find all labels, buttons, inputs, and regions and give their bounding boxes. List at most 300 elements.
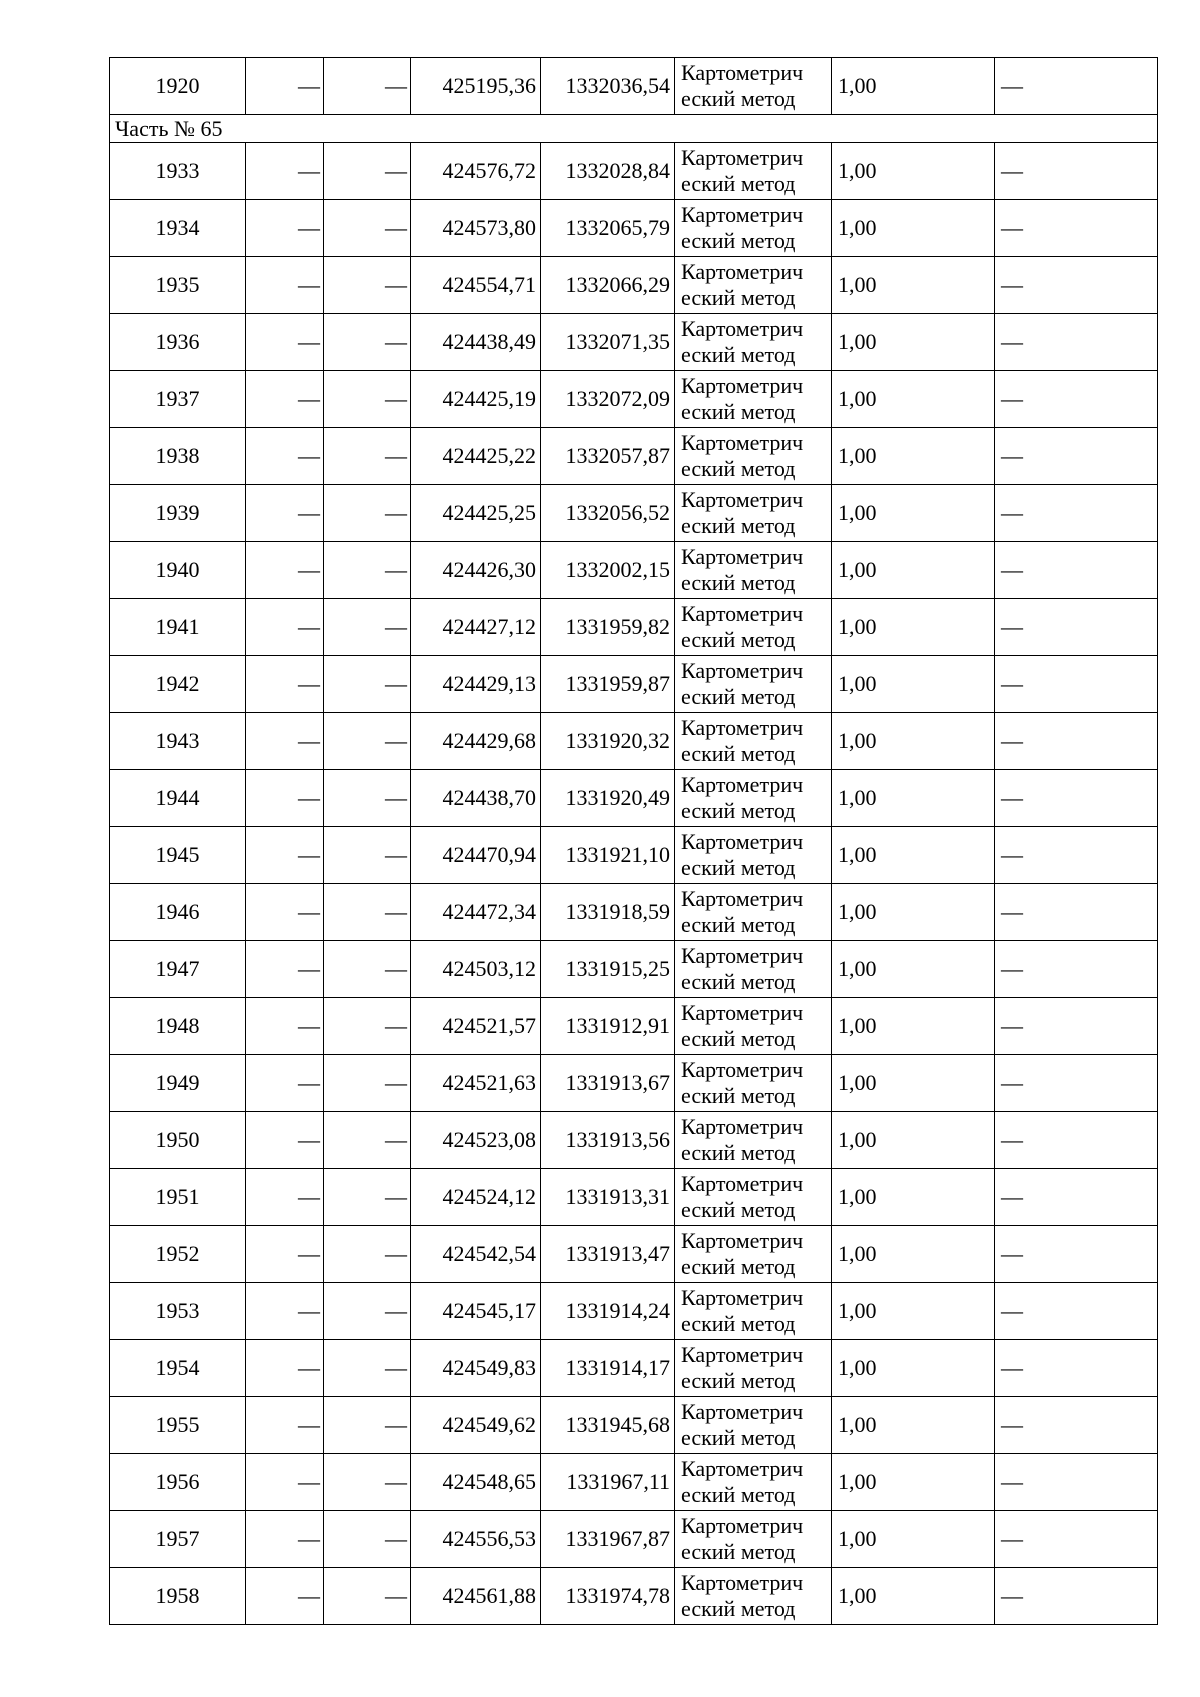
y-coordinate-cell: 1331921,10: [541, 827, 675, 884]
old-x-cell: —: [246, 1112, 324, 1169]
x-coordinate-cell: 424429,68: [411, 713, 541, 770]
method-line-2: еский метод: [681, 1083, 796, 1108]
table-row: [110, 314, 1158, 371]
method-line-2: еский метод: [681, 1140, 796, 1165]
precision-cell: 1,00: [832, 941, 995, 998]
precision-cell: 1,00: [832, 1511, 995, 1568]
table-row: [110, 1112, 1158, 1169]
description-cell: —: [995, 314, 1158, 371]
method-cell: [675, 1568, 832, 1625]
method-cell: [675, 200, 832, 257]
x-coordinate-cell: 424523,08: [411, 1112, 541, 1169]
table-row: [110, 1169, 1158, 1226]
precision-cell: 1,00: [832, 371, 995, 428]
description-cell: —: [995, 1169, 1158, 1226]
method-line-1: Картометрич: [681, 1570, 804, 1595]
method-line-2: еский метод: [681, 456, 796, 481]
y-coordinate-cell: 1331967,87: [541, 1511, 675, 1568]
method-line-1: Картометрич: [681, 1342, 804, 1367]
method-line-2: еский метод: [681, 228, 796, 253]
method-cell: [675, 884, 832, 941]
table-row: [110, 1340, 1158, 1397]
method-line-2: еский метод: [681, 1425, 796, 1450]
description-cell: —: [995, 1112, 1158, 1169]
old-y-cell: —: [324, 1511, 411, 1568]
y-coordinate-cell: 1331913,47: [541, 1226, 675, 1283]
precision-cell: 1,00: [832, 58, 995, 115]
table-row: [110, 656, 1158, 713]
old-y-cell: —: [324, 1340, 411, 1397]
method-line-1: Картометрич: [681, 373, 804, 398]
method-line-1: Картометрич: [681, 1228, 804, 1253]
method-cell: [675, 1397, 832, 1454]
old-x-cell: —: [246, 884, 324, 941]
old-x-cell: —: [246, 1340, 324, 1397]
old-y-cell: —: [324, 1169, 411, 1226]
method-line-1: Картометрич: [681, 430, 804, 455]
table-row: [110, 542, 1158, 599]
y-coordinate-cell: 1331913,56: [541, 1112, 675, 1169]
point-number-cell: 1955: [110, 1397, 246, 1454]
method-line-2: еский метод: [681, 399, 796, 424]
method-cell: [675, 143, 832, 200]
table-row: [110, 1511, 1158, 1568]
old-y-cell: —: [324, 314, 411, 371]
y-coordinate-cell: 1331959,87: [541, 656, 675, 713]
old-y-cell: —: [324, 542, 411, 599]
method-line-1: Картометрич: [681, 715, 804, 740]
method-line-2: еский метод: [681, 1539, 796, 1564]
x-coordinate-cell: 424425,19: [411, 371, 541, 428]
method-cell: [675, 713, 832, 770]
table-row: [110, 257, 1158, 314]
old-x-cell: —: [246, 200, 324, 257]
old-x-cell: —: [246, 542, 324, 599]
x-coordinate-cell: 424438,49: [411, 314, 541, 371]
x-coordinate-cell: 424429,13: [411, 656, 541, 713]
method-cell: [675, 58, 832, 115]
method-cell: [675, 485, 832, 542]
method-line-2: еский метод: [681, 1254, 796, 1279]
method-line-1: Картометрич: [681, 772, 804, 797]
point-number-cell: 1947: [110, 941, 246, 998]
x-coordinate-cell: 424503,12: [411, 941, 541, 998]
old-x-cell: —: [246, 1055, 324, 1112]
table-row: [110, 1454, 1158, 1511]
method-cell: [675, 1340, 832, 1397]
point-number-cell: 1934: [110, 200, 246, 257]
old-x-cell: —: [246, 143, 324, 200]
old-x-cell: —: [246, 1568, 324, 1625]
description-cell: —: [995, 143, 1158, 200]
old-y-cell: —: [324, 257, 411, 314]
precision-cell: 1,00: [832, 1169, 995, 1226]
point-number-cell: 1952: [110, 1226, 246, 1283]
old-x-cell: —: [246, 827, 324, 884]
old-y-cell: —: [324, 200, 411, 257]
x-coordinate-cell: 424549,83: [411, 1340, 541, 1397]
description-cell: —: [995, 200, 1158, 257]
point-number-cell: 1937: [110, 371, 246, 428]
precision-cell: 1,00: [832, 827, 995, 884]
precision-cell: 1,00: [832, 599, 995, 656]
table-row: [110, 1055, 1158, 1112]
old-y-cell: —: [324, 1226, 411, 1283]
old-y-cell: —: [324, 941, 411, 998]
precision-cell: 1,00: [832, 770, 995, 827]
point-number-cell: 1942: [110, 656, 246, 713]
table-row: [110, 371, 1158, 428]
method-line-2: еский метод: [681, 171, 796, 196]
precision-cell: 1,00: [832, 998, 995, 1055]
method-line-2: еский метод: [681, 741, 796, 766]
point-number-cell: 1956: [110, 1454, 246, 1511]
point-number-cell: 1920: [110, 58, 246, 115]
old-y-cell: —: [324, 1112, 411, 1169]
method-cell: [675, 1055, 832, 1112]
old-x-cell: —: [246, 713, 324, 770]
method-line-1: Картометрич: [681, 316, 804, 341]
precision-cell: 1,00: [832, 1397, 995, 1454]
y-coordinate-cell: 1331912,91: [541, 998, 675, 1055]
method-cell: [675, 599, 832, 656]
method-line-1: Картометрич: [681, 1285, 804, 1310]
precision-cell: 1,00: [832, 143, 995, 200]
old-x-cell: —: [246, 770, 324, 827]
method-line-1: Картометрич: [681, 544, 804, 569]
x-coordinate-cell: 424545,17: [411, 1283, 541, 1340]
precision-cell: 1,00: [832, 1055, 995, 1112]
part-header-row: [110, 115, 1158, 143]
method-line-1: Картометрич: [681, 1057, 804, 1082]
old-x-cell: —: [246, 1226, 324, 1283]
y-coordinate-cell: 1332002,15: [541, 542, 675, 599]
x-coordinate-cell: 424549,62: [411, 1397, 541, 1454]
method-line-1: Картометрич: [681, 1513, 804, 1538]
method-line-2: еский метод: [681, 1482, 796, 1507]
point-number-cell: 1933: [110, 143, 246, 200]
old-y-cell: —: [324, 485, 411, 542]
method-line-2: еский метод: [681, 285, 796, 310]
y-coordinate-cell: 1331920,49: [541, 770, 675, 827]
method-cell: [675, 770, 832, 827]
precision-cell: 1,00: [832, 257, 995, 314]
point-number-cell: 1951: [110, 1169, 246, 1226]
precision-cell: 1,00: [832, 1340, 995, 1397]
y-coordinate-cell: 1332065,79: [541, 200, 675, 257]
description-cell: —: [995, 1511, 1158, 1568]
method-cell: [675, 1169, 832, 1226]
description-cell: —: [995, 371, 1158, 428]
method-line-2: еский метод: [681, 513, 796, 538]
description-cell: —: [995, 884, 1158, 941]
x-coordinate-cell: 424524,12: [411, 1169, 541, 1226]
point-number-cell: 1954: [110, 1340, 246, 1397]
point-number-cell: 1946: [110, 884, 246, 941]
point-number-cell: 1935: [110, 257, 246, 314]
precision-cell: 1,00: [832, 1454, 995, 1511]
precision-cell: 1,00: [832, 1112, 995, 1169]
old-y-cell: —: [324, 827, 411, 884]
x-coordinate-cell: 424472,34: [411, 884, 541, 941]
old-y-cell: —: [324, 599, 411, 656]
description-cell: —: [995, 485, 1158, 542]
y-coordinate-cell: 1331945,68: [541, 1397, 675, 1454]
description-cell: —: [995, 713, 1158, 770]
method-line-2: еский метод: [681, 1197, 796, 1222]
table-row: [110, 200, 1158, 257]
method-line-1: Картометрич: [681, 601, 804, 626]
method-line-1: Картометрич: [681, 202, 804, 227]
point-number-cell: 1944: [110, 770, 246, 827]
method-line-1: Картометрич: [681, 259, 804, 284]
old-y-cell: —: [324, 1397, 411, 1454]
old-y-cell: —: [324, 884, 411, 941]
old-x-cell: —: [246, 1397, 324, 1454]
method-cell: [675, 1283, 832, 1340]
y-coordinate-cell: 1331914,24: [541, 1283, 675, 1340]
coordinates-table: [109, 57, 1158, 1625]
y-coordinate-cell: 1332036,54: [541, 58, 675, 115]
y-coordinate-cell: 1331918,59: [541, 884, 675, 941]
method-line-2: еский метод: [681, 969, 796, 994]
description-cell: —: [995, 998, 1158, 1055]
x-coordinate-cell: 424470,94: [411, 827, 541, 884]
description-cell: —: [995, 257, 1158, 314]
x-coordinate-cell: 424425,25: [411, 485, 541, 542]
method-cell: [675, 1454, 832, 1511]
old-x-cell: —: [246, 1511, 324, 1568]
old-x-cell: —: [246, 1454, 324, 1511]
method-line-1: Картометрич: [681, 1456, 804, 1481]
method-line-1: Картометрич: [681, 943, 804, 968]
old-x-cell: —: [246, 941, 324, 998]
point-number-cell: 1941: [110, 599, 246, 656]
point-number-cell: 1950: [110, 1112, 246, 1169]
method-line-2: еский метод: [681, 1596, 796, 1621]
method-cell: [675, 314, 832, 371]
description-cell: —: [995, 656, 1158, 713]
y-coordinate-cell: 1331913,67: [541, 1055, 675, 1112]
method-line-2: еский метод: [681, 570, 796, 595]
y-coordinate-cell: 1331920,32: [541, 713, 675, 770]
table-row: [110, 884, 1158, 941]
y-coordinate-cell: 1331914,17: [541, 1340, 675, 1397]
old-x-cell: —: [246, 58, 324, 115]
old-y-cell: —: [324, 1454, 411, 1511]
point-number-cell: 1940: [110, 542, 246, 599]
old-y-cell: —: [324, 1055, 411, 1112]
table-row: [110, 1397, 1158, 1454]
old-x-cell: —: [246, 257, 324, 314]
old-y-cell: —: [324, 58, 411, 115]
table-row: [110, 428, 1158, 485]
x-coordinate-cell: 424427,12: [411, 599, 541, 656]
old-x-cell: —: [246, 428, 324, 485]
old-x-cell: —: [246, 371, 324, 428]
y-coordinate-cell: 1331915,25: [541, 941, 675, 998]
table-row: [110, 770, 1158, 827]
y-coordinate-cell: 1332057,87: [541, 428, 675, 485]
precision-cell: 1,00: [832, 713, 995, 770]
method-line-2: еский метод: [681, 342, 796, 367]
method-line-1: Картометрич: [681, 1000, 804, 1025]
point-number-cell: 1939: [110, 485, 246, 542]
method-line-1: Картометрич: [681, 1399, 804, 1424]
method-line-2: еский метод: [681, 798, 796, 823]
old-x-cell: —: [246, 656, 324, 713]
precision-cell: 1,00: [832, 1283, 995, 1340]
method-line-2: еский метод: [681, 1368, 796, 1393]
precision-cell: 1,00: [832, 428, 995, 485]
part-label: Часть № 65: [110, 115, 1158, 143]
old-y-cell: —: [324, 143, 411, 200]
precision-cell: 1,00: [832, 884, 995, 941]
precision-cell: 1,00: [832, 1226, 995, 1283]
description-cell: —: [995, 1454, 1158, 1511]
y-coordinate-cell: 1331959,82: [541, 599, 675, 656]
description-cell: —: [995, 599, 1158, 656]
precision-cell: 1,00: [832, 542, 995, 599]
y-coordinate-cell: 1332028,84: [541, 143, 675, 200]
old-y-cell: —: [324, 770, 411, 827]
precision-cell: 1,00: [832, 200, 995, 257]
old-y-cell: —: [324, 656, 411, 713]
method-cell: [675, 1226, 832, 1283]
old-x-cell: —: [246, 1169, 324, 1226]
x-coordinate-cell: 425195,36: [411, 58, 541, 115]
table-row: [110, 998, 1158, 1055]
old-y-cell: —: [324, 1568, 411, 1625]
table-row: [110, 1283, 1158, 1340]
point-number-cell: 1958: [110, 1568, 246, 1625]
description-cell: —: [995, 542, 1158, 599]
x-coordinate-cell: 424548,65: [411, 1454, 541, 1511]
x-coordinate-cell: 424556,53: [411, 1511, 541, 1568]
method-line-1: Картометрич: [681, 1114, 804, 1139]
method-cell: [675, 542, 832, 599]
method-line-2: еский метод: [681, 684, 796, 709]
description-cell: —: [995, 1283, 1158, 1340]
method-line-2: еский метод: [681, 855, 796, 880]
method-cell: [675, 1511, 832, 1568]
point-number-cell: 1948: [110, 998, 246, 1055]
method-cell: [675, 998, 832, 1055]
method-line-1: Картометрич: [681, 1171, 804, 1196]
method-line-1: Картометрич: [681, 829, 804, 854]
description-cell: —: [995, 58, 1158, 115]
description-cell: —: [995, 1397, 1158, 1454]
point-number-cell: 1953: [110, 1283, 246, 1340]
description-cell: —: [995, 428, 1158, 485]
table-row: [110, 1568, 1158, 1625]
y-coordinate-cell: 1331967,11: [541, 1454, 675, 1511]
table-row: [110, 599, 1158, 656]
description-cell: —: [995, 827, 1158, 884]
x-coordinate-cell: 424573,80: [411, 200, 541, 257]
method-line-1: Картометрич: [681, 145, 804, 170]
point-number-cell: 1938: [110, 428, 246, 485]
point-number-cell: 1957: [110, 1511, 246, 1568]
table-row: [110, 58, 1158, 115]
old-x-cell: —: [246, 1283, 324, 1340]
method-line-1: Картометрич: [681, 658, 804, 683]
table-row: [110, 941, 1158, 998]
description-cell: —: [995, 1226, 1158, 1283]
point-number-cell: 1943: [110, 713, 246, 770]
old-y-cell: —: [324, 371, 411, 428]
point-number-cell: 1936: [110, 314, 246, 371]
y-coordinate-cell: 1332072,09: [541, 371, 675, 428]
x-coordinate-cell: 424425,22: [411, 428, 541, 485]
description-cell: —: [995, 1055, 1158, 1112]
precision-cell: 1,00: [832, 656, 995, 713]
table-body: [110, 58, 1158, 1625]
old-x-cell: —: [246, 485, 324, 542]
old-x-cell: —: [246, 314, 324, 371]
x-coordinate-cell: 424521,57: [411, 998, 541, 1055]
description-cell: —: [995, 1568, 1158, 1625]
method-cell: [675, 371, 832, 428]
description-cell: —: [995, 941, 1158, 998]
x-coordinate-cell: 424554,71: [411, 257, 541, 314]
method-cell: [675, 941, 832, 998]
old-y-cell: —: [324, 428, 411, 485]
old-y-cell: —: [324, 713, 411, 770]
old-x-cell: —: [246, 599, 324, 656]
x-coordinate-cell: 424542,54: [411, 1226, 541, 1283]
precision-cell: 1,00: [832, 314, 995, 371]
y-coordinate-cell: 1331974,78: [541, 1568, 675, 1625]
table-row: [110, 713, 1158, 770]
description-cell: —: [995, 770, 1158, 827]
method-cell: [675, 428, 832, 485]
method-line-2: еский метод: [681, 1311, 796, 1336]
old-y-cell: —: [324, 998, 411, 1055]
method-cell: [675, 1112, 832, 1169]
precision-cell: 1,00: [832, 1568, 995, 1625]
method-line-2: еский метод: [681, 912, 796, 937]
x-coordinate-cell: 424426,30: [411, 542, 541, 599]
old-y-cell: —: [324, 1283, 411, 1340]
x-coordinate-cell: 424521,63: [411, 1055, 541, 1112]
y-coordinate-cell: 1332071,35: [541, 314, 675, 371]
method-line-1: Картометрич: [681, 60, 804, 85]
x-coordinate-cell: 424438,70: [411, 770, 541, 827]
method-line-2: еский метод: [681, 86, 796, 111]
point-number-cell: 1949: [110, 1055, 246, 1112]
point-number-cell: 1945: [110, 827, 246, 884]
y-coordinate-cell: 1331913,31: [541, 1169, 675, 1226]
table-row: [110, 827, 1158, 884]
method-line-2: еский метод: [681, 1026, 796, 1051]
method-cell: [675, 257, 832, 314]
x-coordinate-cell: 424561,88: [411, 1568, 541, 1625]
method-cell: [675, 656, 832, 713]
table-row: [110, 485, 1158, 542]
description-cell: —: [995, 1340, 1158, 1397]
method-line-1: Картометрич: [681, 886, 804, 911]
y-coordinate-cell: 1332066,29: [541, 257, 675, 314]
y-coordinate-cell: 1332056,52: [541, 485, 675, 542]
method-line-2: еский метод: [681, 627, 796, 652]
table-row: [110, 1226, 1158, 1283]
x-coordinate-cell: 424576,72: [411, 143, 541, 200]
old-x-cell: —: [246, 998, 324, 1055]
table-row: [110, 143, 1158, 200]
method-cell: [675, 827, 832, 884]
method-line-1: Картометрич: [681, 487, 804, 512]
